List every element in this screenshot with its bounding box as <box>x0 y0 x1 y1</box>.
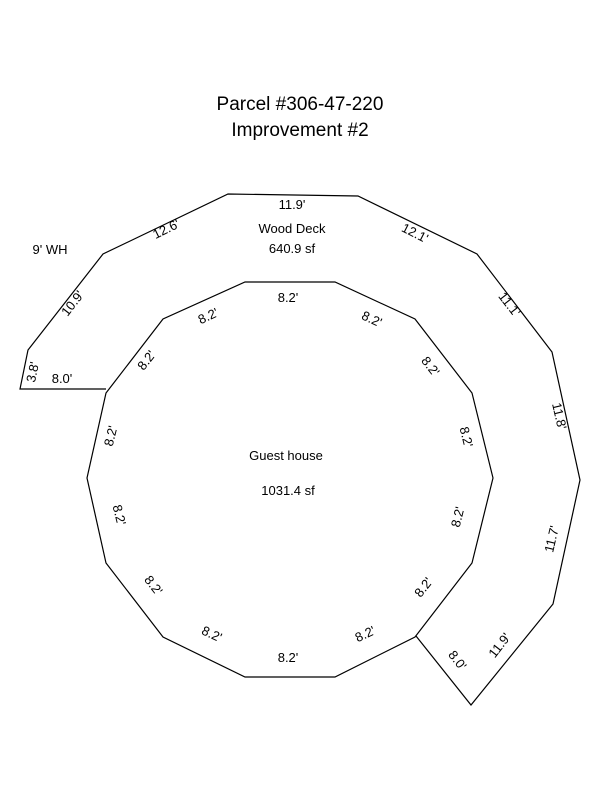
improvement-title: Improvement #2 <box>231 120 369 141</box>
deck-dim-top-right: 12.1' <box>399 219 431 246</box>
house-dim-ssw: 8.2' <box>199 622 225 646</box>
deck-dim-top-left: 12.6' <box>150 216 182 242</box>
guest-house-area: 1031.4 sf <box>261 483 315 498</box>
house-dim-ene: 8.2' <box>456 425 477 449</box>
deck-dim-left: 10.9' <box>57 287 87 319</box>
house-dim-sw: 8.2' <box>141 572 166 598</box>
deck-dim-bottom-end: 8.0' <box>445 647 470 673</box>
wood-deck-label: Wood Deck <box>258 221 326 236</box>
deck-dim-bottom-right: 11.9' <box>485 630 514 661</box>
deck-dim-right-lower: 11.7' <box>541 524 562 554</box>
wh-annotation: 9' WH <box>32 242 68 257</box>
house-dim-se: 8.2' <box>411 574 436 600</box>
parcel-title: Parcel #306-47-220 <box>216 94 384 115</box>
house-dim-wnw: 8.2' <box>100 424 121 448</box>
guest-house-label: Guest house <box>249 448 323 463</box>
house-dim-top: 8.2' <box>277 290 299 305</box>
house-dim-nnw: 8.2' <box>195 304 221 328</box>
guest-house-outline <box>87 282 493 677</box>
deck-dim-right-upper: 11.1' <box>495 289 524 320</box>
house-dim-ese: 8.2' <box>447 505 468 529</box>
deck-dim-right: 11.8' <box>549 401 570 431</box>
wood-deck-area: 640.9 sf <box>268 241 316 256</box>
house-dim-nne: 8.2' <box>359 307 385 331</box>
deck-dim-top: 11.9' <box>278 197 306 212</box>
house-dim-nw: 8.2' <box>134 347 159 373</box>
house-dim-ne: 8.2' <box>418 353 443 379</box>
house-dim-sse: 8.2' <box>352 622 378 646</box>
house-dim-wsw: 8.2' <box>109 503 130 527</box>
deck-dim-left-end: 3.8' <box>23 360 43 384</box>
house-dim-bottom: 8.2' <box>277 650 299 665</box>
deck-dim-bottom-left: 8.0' <box>51 371 73 386</box>
